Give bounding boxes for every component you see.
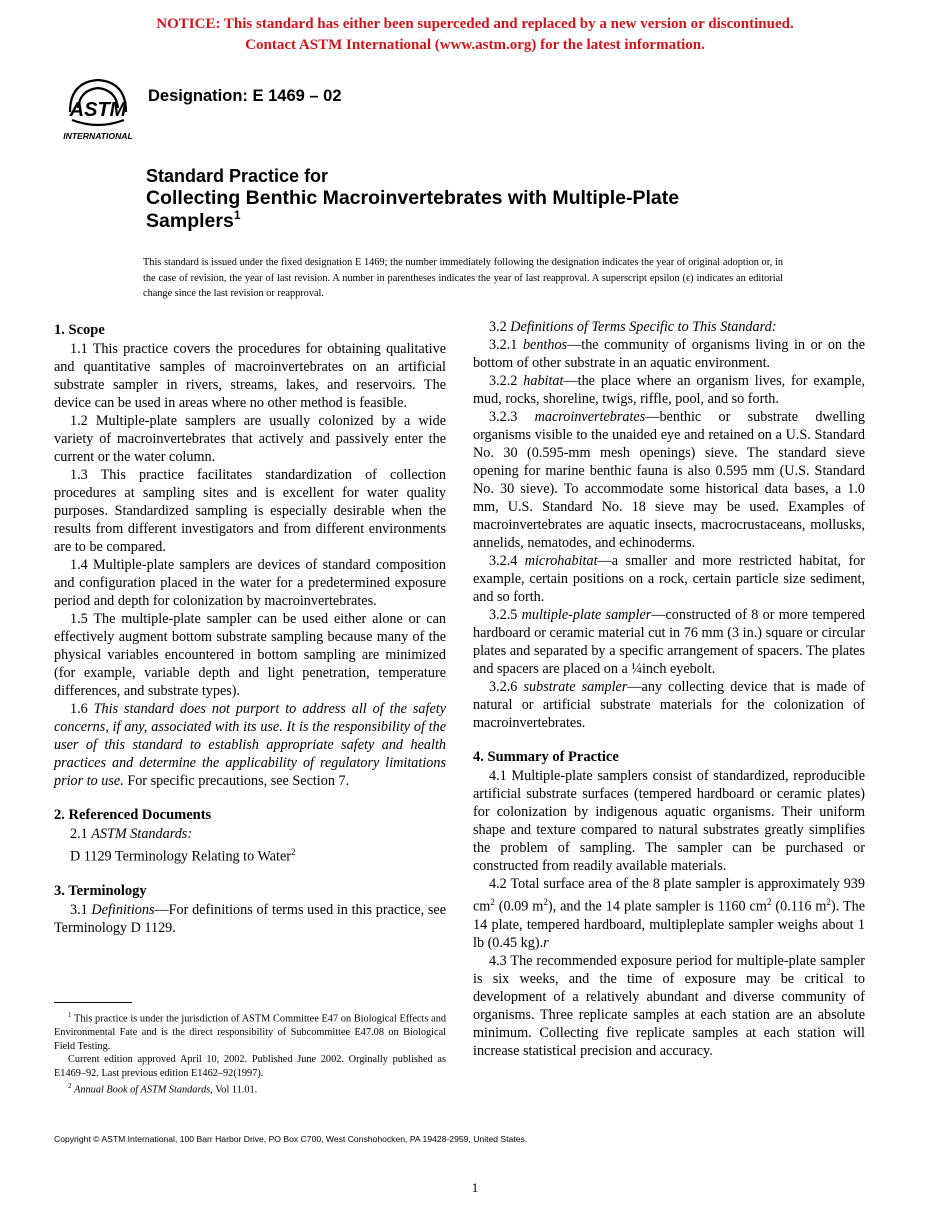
definition-substrate-sampler: 3.2.6 substrate sampler—any collecting device that is made of natural or artificial substrate materials for the colonization of macroinvertebrates. xyxy=(473,679,865,731)
copyright-line: Copyright © ASTM International, 100 Barr Harbor Drive, PO Box C700, West Conshohocken, PA 19428-2959, United States. xyxy=(54,1134,528,1144)
section-3-heading: 3. Terminology xyxy=(54,882,147,899)
para-3-1: 3.1 Definitions—For definitions of terms used in this practice, see Terminology D 1129. xyxy=(54,901,446,936)
page-number: 1 xyxy=(471,1180,479,1195)
referenced-document-d1129: D 1129 Terminology Relating to Water$^2$ xyxy=(70,847,296,865)
notice-line-1: NOTICE: This standard has either been superceded and replaced by a new version or discontinued. xyxy=(156,16,794,32)
para-4-3: 4.3 The recommended exposure period for multiple-plate sampler is six weeks, and the time of exposure may be critical to development of a relatively abundant and diverse community of organisms. Three replicate samples at each station are an absolute minimum. Collecting five replicate samples at each station will increase statistical precision and accuracy. xyxy=(473,952,865,1059)
para-1-5: 1.5 The multiple-plate sampler can be used either alone or can effectively augment bottom substrate sampling because many of the physical variables encountered in bottom sampling are minimized (for example, variable depth and light penetration, temperature differences, and substrate types). xyxy=(54,611,446,699)
para-4-2: 4.2 Total surface area of the 8 plate sampler is approximately 939 $cm^2$ (0.09 $m^2$), and the 14 plate sampler is 1160 $cm^2$ (0.116 $m^2$). The 14 plate, tempered hardboard, multipleplate sampler weighs about 1 lb (0.45 kg).r xyxy=(473,876,865,951)
definition-microhabitat: 3.2.4 microhabitat—a smaller and more restricted habitat, for example, certain positions on a rock, certain particle size sediment, and so forth. xyxy=(473,553,866,605)
logo-letters: ASTM xyxy=(69,99,127,121)
notice-line-2: Contact ASTM International (www.astm.org) for the latest information. xyxy=(245,37,705,53)
section-1-heading: 1. Scope xyxy=(54,322,105,338)
definition-benthos: 3.2.1 benthos—the community of organisms living in or on the bottom of other substrate in an aquatic environment. xyxy=(473,337,866,371)
title-line-2: Collecting Benthic Macroinvertebrates with Multiple-Plate xyxy=(146,187,680,209)
title-line-1: Standard Practice for xyxy=(146,166,329,186)
para-2-1: 2.1 ASTM Standards: xyxy=(70,826,193,842)
section-2-heading: 2. Referenced Documents xyxy=(54,807,212,823)
footnote-1-edition: Current edition approved April 10, 2002. Published June 2002. Orginally published as E1469–92. Last previous edition E1462–92(1997). xyxy=(54,1054,446,1079)
para-3-2: 3.2 Definitions of Terms Specific to This Standard: xyxy=(489,319,777,335)
logo-wordmark: INTERNATIONAL xyxy=(63,131,133,141)
section-4-heading: 4. Summary of Practice xyxy=(473,749,619,765)
definition-multiple-plate-sampler: 3.2.5 multiple-plate sampler—constructed of 8 or more tempered hardboard or ceramic material cut in 76 mm (3 in.) square or circular plates and separated by a specific arrangement of spacers. The plates and spacers are placed on a ¼inch eyebolt. xyxy=(473,607,865,677)
definition-habitat: 3.2.2 habitat—the place where an organism lives, for example, mud, rocks, shoreline, twigs, riffle, pool, and so forth. xyxy=(473,373,866,407)
para-1-6: 1.6 This standard does not purport to address all of the safety concerns, if any, associated with its use. It is the responsibility of the user of this standard to establish appropriate safety and health practices and determine the applicability of regulatory limitations prior to use. For specific precautions, see Section 7. xyxy=(54,701,446,789)
designation: Designation: E 1469 – 02 xyxy=(148,87,342,105)
title-line-3: Samplers$^1$ xyxy=(146,208,241,232)
para-4-1: 4.1 Multiple-plate samplers consist of standardized, reproducible artificial substrate surfaces (tempered hardboard or ceramic plates) for colonization by indigenous aquatic organisms. Their uniform shape and texture compared to natural substrates greatly simplifies the problem of sampling. The sampler can be purchased or constructed from readily available materials. xyxy=(473,768,865,874)
document-title xyxy=(146,166,886,233)
footnote-2: $^2$ Annual Book of ASTM Standards, Vol 11.01. xyxy=(68,1082,258,1096)
para-1-4: 1.4 Multiple-plate samplers are devices of standard composition and configuration placed in the water for a predetermined exposure period and depth for colonization by macroinvertebrates. xyxy=(54,557,446,609)
para-1-3: 1.3 This practice facilitates standardization of collection procedures at sampling sites and is excellent for water quality purposes. Standardized sampling is especially desirable when the results from different investigators and from different environments are to be compared. xyxy=(54,467,446,555)
footnote-1: $^1$ This practice is under the jurisdiction of ASTM Committee E47 on Biological Effects and Environmental Fate and is the direct responsibility of Subcommittee E47.08 on Biological Field Testing. xyxy=(54,1011,446,1052)
definition-macroinvertebrates: 3.2.3 macroinvertebrates—benthic or substrate dwelling organisms visible to the unaided eye and retained on a U.S. Standard No. 30 (0.595-mm mesh openings) sieve. The standard sieve opening for marine benthic fauna is also 0.595 mm (U.S. Standard No. 30 sieve). To accommodate some historical data bases, a 1.0 mm, U.S. Standard No. 18 sieve may be used. Examples of macroinvertebrates are aquatic insects, macrocrustaceans, mollusks, annelids, nematodes, and echinoderms. xyxy=(473,409,865,551)
para-1-1: 1.1 This practice covers the procedures for obtaining qualitative and quantitative samples of macroinvertebrates on an artificial substrate sampler in rivers, streams, lakes, and reservoirs. The device can be used in areas where no other method is feasible. xyxy=(54,341,446,411)
left-column xyxy=(54,318,446,937)
astm-logo xyxy=(58,72,138,142)
issuance-note: This standard is issued under the fixed designation E 1469; the number immediately following the designation indicates the year of original adoption or, in the case of revision, the year of last revision. A number in parentheses indicates the year of last reapproval. A superscript epsilon (ϵ) indicates an editorial change since the last revision or reapproval. xyxy=(143,257,783,299)
right-column xyxy=(473,318,865,1060)
footnotes xyxy=(54,1009,446,1097)
notice-banner xyxy=(0,14,950,56)
title-footnote-mark: 1 xyxy=(233,208,241,222)
footnote-rule xyxy=(54,1002,132,1003)
para-1-2: 1.2 Multiple-plate samplers are usually colonized by a wide variety of macroinvertebrates that actively and passively enter the current or the water column. xyxy=(54,413,446,465)
